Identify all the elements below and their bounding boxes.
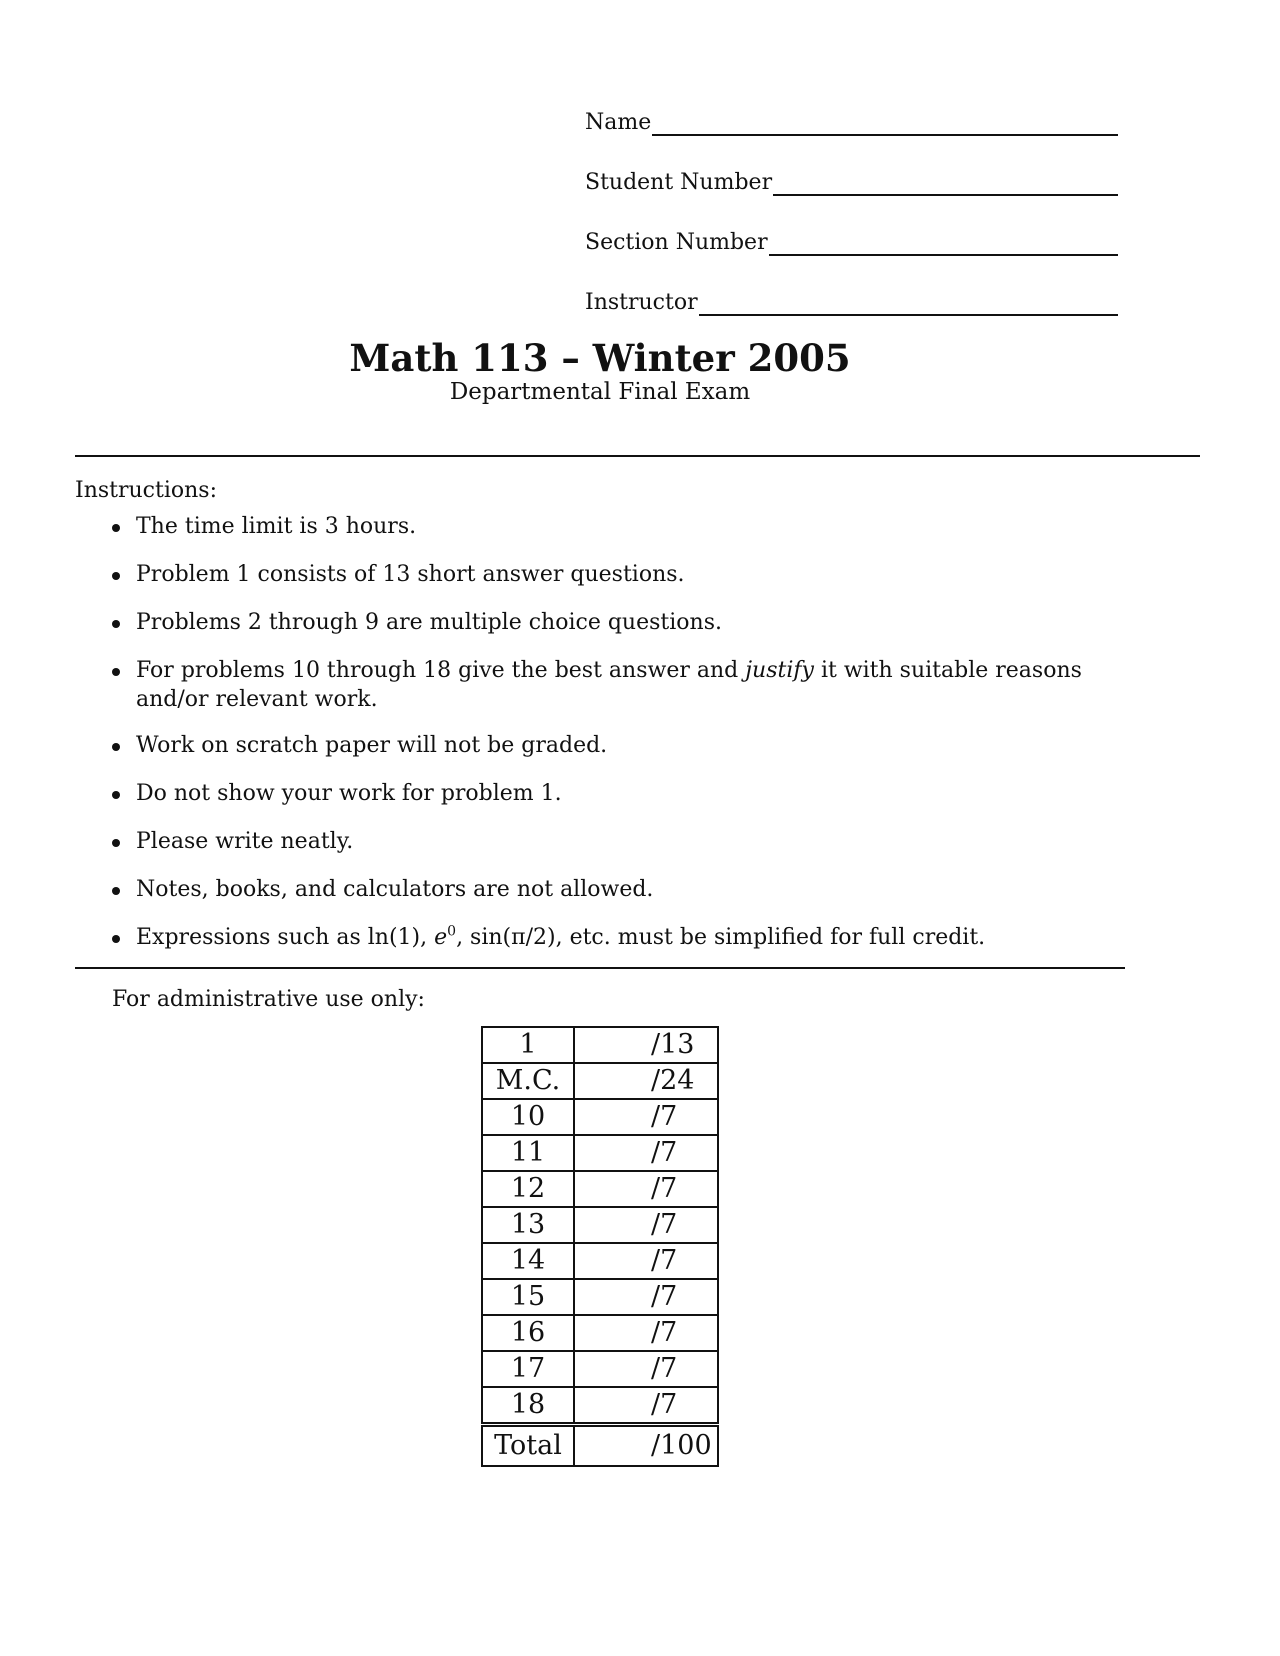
section-number-field[interactable] — [585, 224, 1118, 256]
total-label-cell: Total — [482, 1425, 574, 1467]
question-number-cell: 18 — [482, 1387, 574, 1425]
question-number-cell: 17 — [482, 1351, 574, 1387]
instruction-item — [75, 779, 1145, 808]
question-number-cell: 12 — [482, 1171, 574, 1207]
math-exponent: 0 — [447, 923, 457, 940]
instruction-text: The time limit is 3 hours. — [136, 514, 417, 539]
score-table — [481, 1026, 719, 1467]
score-row — [482, 1351, 718, 1387]
bullet-icon — [112, 572, 120, 580]
question-number-cell: 14 — [482, 1243, 574, 1279]
score-row — [482, 1099, 718, 1135]
instruction-item — [75, 875, 1145, 904]
bullet-icon — [112, 620, 120, 628]
instruction-text: Notes, books, and calculators are not allowed. — [136, 877, 654, 902]
instruction-item — [75, 608, 1145, 637]
points-cell[interactable]: /13 — [574, 1027, 718, 1063]
instruction-text: Please write neatly. — [136, 829, 354, 854]
question-number-cell: 15 — [482, 1279, 574, 1315]
score-row — [482, 1171, 718, 1207]
section-number-label: Section Number — [585, 230, 768, 255]
instruction-text: Do not show your work for problem 1. — [136, 781, 562, 806]
question-number-cell: 11 — [482, 1135, 574, 1171]
question-number-cell: 13 — [482, 1207, 574, 1243]
score-row — [482, 1387, 718, 1425]
instructions-list — [75, 512, 1145, 971]
student-number-label: Student Number — [585, 170, 773, 195]
instruction-text: Problems 2 through 9 are multiple choice questions. — [136, 610, 722, 635]
instruction-item — [75, 827, 1145, 856]
bullet-icon — [112, 887, 120, 895]
total-row — [482, 1425, 718, 1467]
score-row — [482, 1063, 718, 1099]
instruction-item — [75, 731, 1145, 760]
score-row — [482, 1315, 718, 1351]
bullet-icon — [112, 839, 120, 847]
score-row — [482, 1243, 718, 1279]
score-row — [482, 1027, 718, 1063]
instruction-item — [75, 560, 1145, 589]
points-cell[interactable]: /24 — [574, 1063, 718, 1099]
bullet-icon — [112, 935, 120, 943]
instruction-text: Work on scratch paper will not be graded. — [136, 733, 608, 758]
score-row — [482, 1279, 718, 1315]
points-cell[interactable]: /7 — [574, 1171, 718, 1207]
section-number-blank-line[interactable] — [769, 254, 1118, 256]
points-cell[interactable]: /7 — [574, 1387, 718, 1425]
math-variable: e — [434, 925, 448, 950]
question-number-cell: 10 — [482, 1099, 574, 1135]
exam-title: Math 113 – Winter 2005 — [349, 336, 851, 380]
instructor-blank-line[interactable] — [699, 314, 1118, 316]
instructions-heading: Instructions: — [75, 478, 217, 503]
instructor-label: Instructor — [585, 290, 698, 315]
points-cell[interactable]: /7 — [574, 1279, 718, 1315]
student-number-field[interactable] — [585, 164, 1118, 196]
question-number-cell: 1 — [482, 1027, 574, 1063]
emphasis-text: justify — [745, 658, 814, 683]
student-number-blank-line[interactable] — [773, 194, 1118, 196]
points-cell[interactable]: /7 — [574, 1243, 718, 1279]
total-points-cell[interactable]: /100 — [574, 1425, 718, 1467]
instructor-field[interactable] — [585, 284, 1118, 316]
question-number-cell: M.C. — [482, 1063, 574, 1099]
instruction-text: Expressions such as ln(1), $e^0$, sin(π/2), etc. must be simplified for full credit. — [136, 923, 986, 950]
points-cell[interactable]: /7 — [574, 1315, 718, 1351]
instruction-text: For problems 10 through 18 give the best answer and justify it with suitable reasons and/or relevant work. — [136, 658, 1082, 712]
bullet-icon — [112, 524, 120, 532]
bullet-icon — [112, 668, 120, 676]
admin-use-label: For administrative use only: — [112, 987, 425, 1012]
bullet-icon — [112, 791, 120, 799]
bottom-divider — [75, 967, 1125, 969]
points-cell[interactable]: /7 — [574, 1135, 718, 1171]
name-blank-line[interactable] — [652, 134, 1118, 136]
points-cell[interactable]: /7 — [574, 1099, 718, 1135]
question-number-cell: 16 — [482, 1315, 574, 1351]
instruction-text: Problem 1 consists of 13 short answer questions. — [136, 562, 685, 587]
points-cell[interactable]: /7 — [574, 1351, 718, 1387]
instruction-item — [75, 923, 1145, 952]
bullet-icon — [112, 743, 120, 751]
top-divider — [75, 455, 1200, 457]
score-row — [482, 1135, 718, 1171]
name-field[interactable] — [585, 104, 1118, 136]
name-label: Name — [585, 110, 652, 135]
points-cell[interactable]: /7 — [574, 1207, 718, 1243]
exam-subtitle: Departmental Final Exam — [449, 379, 751, 405]
instruction-item — [75, 512, 1145, 541]
instruction-item — [75, 656, 1145, 714]
score-row — [482, 1207, 718, 1243]
